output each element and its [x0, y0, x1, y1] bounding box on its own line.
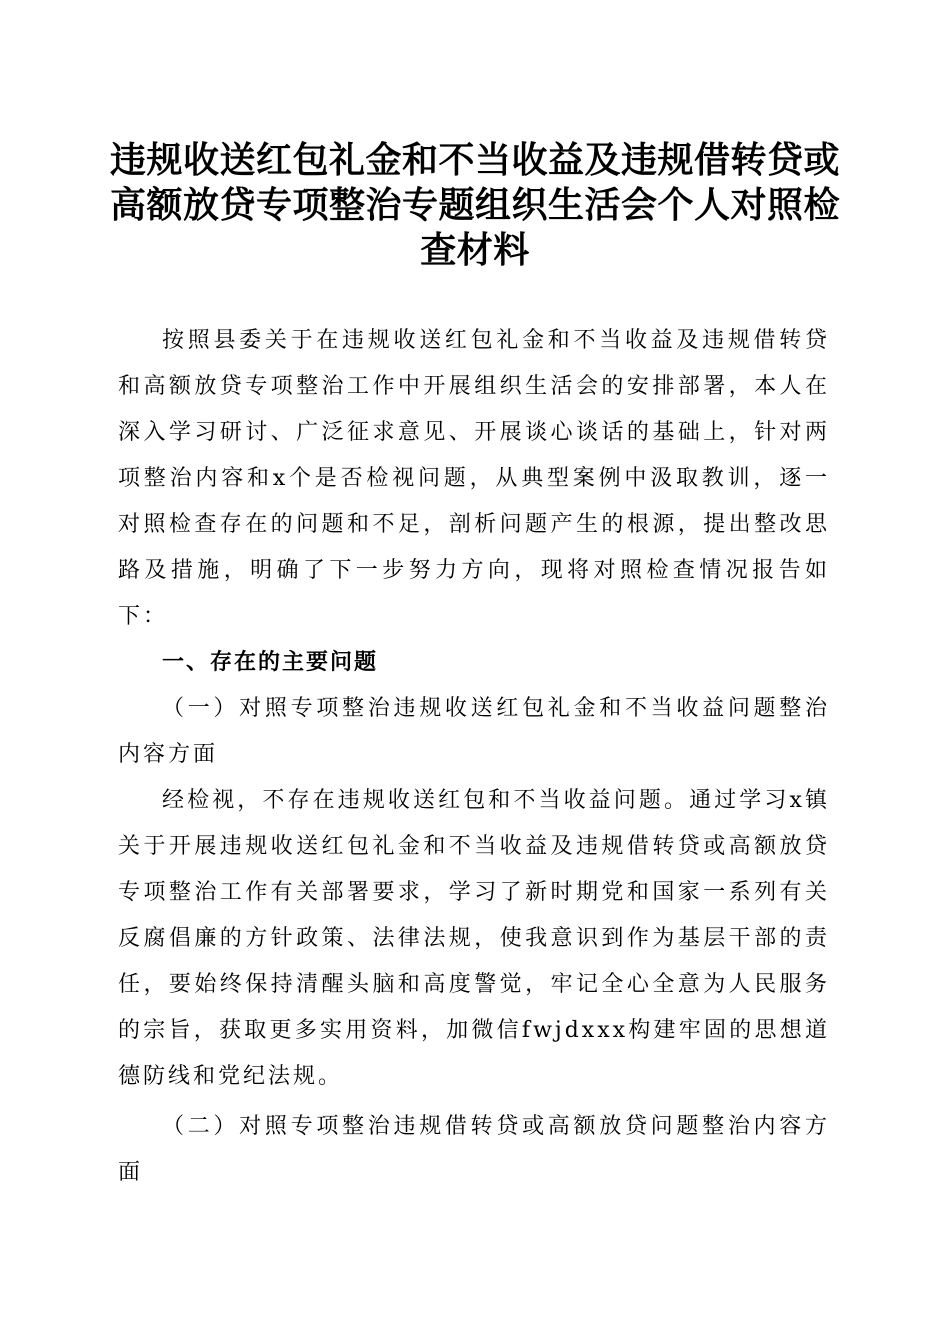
section-heading-main-problems: 一、存在的主要问题: [162, 650, 379, 675]
document-title: 违规收送红包礼金和不当收益及违规借转贷或高额放贷专项整治专题组织生活会个人对照检查材料: [110, 139, 841, 271]
subsection-1-paragraph: 经检视，不存在违规收送红包和不当收益问题。通过学习x镇关于开展违规收送红包礼金和不当收益及违规借转贷或高额放贷专项整治工作有关部署要求，学习了新时期党和国家一系列有关反腐倡廉的方针政策、法律法规，使我意识到作为基层干部的责任，要始终保持清醒头脑和高度警觉，牢记全心全意为人民服务的宗旨，获取更多实用资料，加微信fwjdxxx构建牢固的思想道德防线和党纪法规。: [118, 788, 830, 1089]
intro-paragraph: 按照县委关于在违规收送红包礼金和不当收益及违规借转贷和高额放贷专项整治工作中开展组织生活会的安排部署，本人在深入学习研讨、广泛征求意见、开展谈心谈话的基础上，针对两项整治内容和x个是否检视问题，从典型案例中汲取教训，逐一对照检查存在的问题和不足，剖析问题产生的根源，提出整改思路及措施，明确了下一步努力方向，现将对照检查情况报告如下：: [118, 328, 830, 629]
subsection-heading-2: （二）对照专项整治违规借转贷或高额放贷问题整治内容方面: [118, 1114, 830, 1185]
subsection-heading-1: （一）对照专项整治违规收送红包礼金和不当收益问题整治内容方面: [118, 696, 830, 767]
document-body: [118, 318, 830, 1196]
